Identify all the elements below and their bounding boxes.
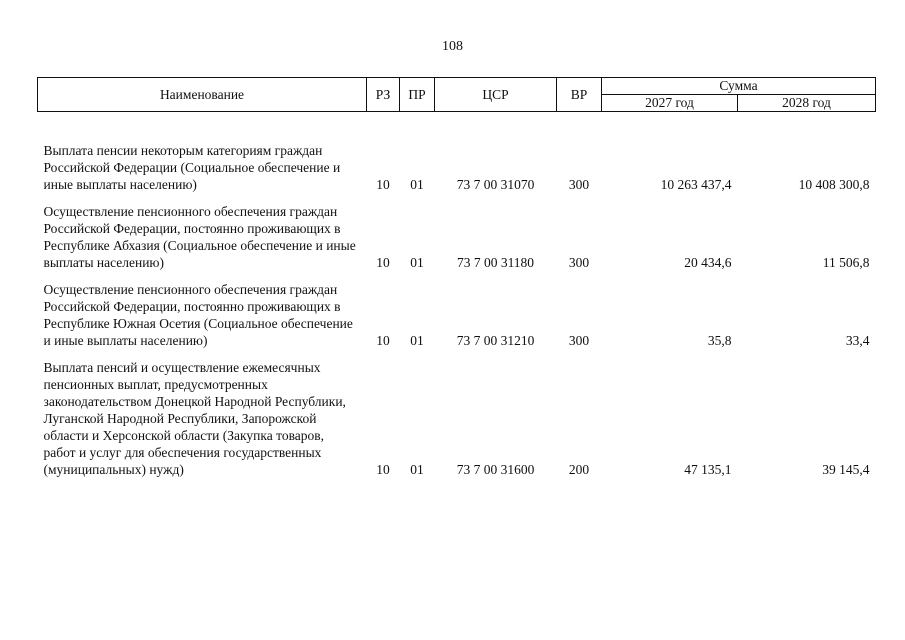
row-rz: 10 — [376, 333, 390, 348]
page-number: 108 — [442, 39, 463, 54]
row-sum-2027: 20 434,6 — [684, 255, 732, 270]
table-row — [38, 279, 876, 357]
row-sum-2028: 39 145,4 — [822, 462, 870, 477]
budget-table — [37, 77, 876, 486]
row-vr: 200 — [568, 462, 590, 477]
row-sum-2027: 10 263 437,4 — [660, 177, 732, 192]
row-sum-2028: 10 408 300,8 — [798, 177, 870, 192]
row-rz: 10 — [376, 255, 390, 270]
row-rz: 10 — [376, 177, 390, 192]
row-name: Выплата пенсии некоторым категориям граждан Российской Федерации (Социальное обеспечение и иные выплаты населению) — [43, 143, 341, 192]
row-name: Выплата пенсий и осуществление ежемесячных пенсионных выплат, предусмотренных законодательством Донецкой Народной Республики, Луганской Народной Республики, Запорожской области и Херсонской области (Закупка товаров, работ и услуг для обеспечения государственных (муниципальных) нужд) — [43, 360, 346, 477]
row-pr: 01 — [410, 462, 424, 477]
row-name: Осуществление пенсионного обеспечения граждан Российской Федерации, постоянно проживающих в Республике Южная Осетия (Социальное обеспечение и иные выплаты населению) — [43, 282, 353, 348]
row-pr: 01 — [410, 333, 424, 348]
col-header-sum: Сумма — [602, 78, 876, 95]
table-row — [38, 201, 876, 279]
row-sum-2027: 47 135,1 — [684, 462, 732, 477]
row-sum-2027: 35,8 — [707, 333, 732, 348]
row-vr: 300 — [568, 177, 590, 192]
row-pr: 01 — [410, 255, 424, 270]
col-header-csr: ЦСР — [435, 78, 557, 112]
table-header — [38, 78, 876, 112]
row-sum-2028: 33,4 — [845, 333, 870, 348]
col-header-name: Наименование — [38, 78, 367, 112]
table-row — [38, 140, 876, 201]
row-vr: 300 — [568, 255, 590, 270]
row-name: Осуществление пенсионного обеспечения граждан Российской Федерации, постоянно проживающих в Республике Абхазия (Социальное обеспечение и иные выплаты населению) — [43, 204, 356, 270]
col-header-rz: РЗ — [367, 78, 400, 112]
row-rz: 10 — [376, 462, 390, 477]
row-sum-2028: 11 506,8 — [822, 255, 870, 270]
table-body — [38, 112, 876, 487]
col-header-year-2028: 2028 год — [738, 95, 876, 112]
col-header-year-2027: 2027 год — [602, 95, 738, 112]
row-csr: 73 7 00 31600 — [456, 462, 535, 477]
col-header-pr: ПР — [400, 78, 435, 112]
col-header-vr: ВР — [557, 78, 602, 112]
row-csr: 73 7 00 31180 — [456, 255, 535, 270]
table-row — [38, 357, 876, 486]
row-csr: 73 7 00 31210 — [456, 333, 535, 348]
row-vr: 300 — [568, 333, 590, 348]
row-pr: 01 — [410, 177, 424, 192]
spacer — [38, 112, 876, 141]
row-csr: 73 7 00 31070 — [456, 177, 535, 192]
